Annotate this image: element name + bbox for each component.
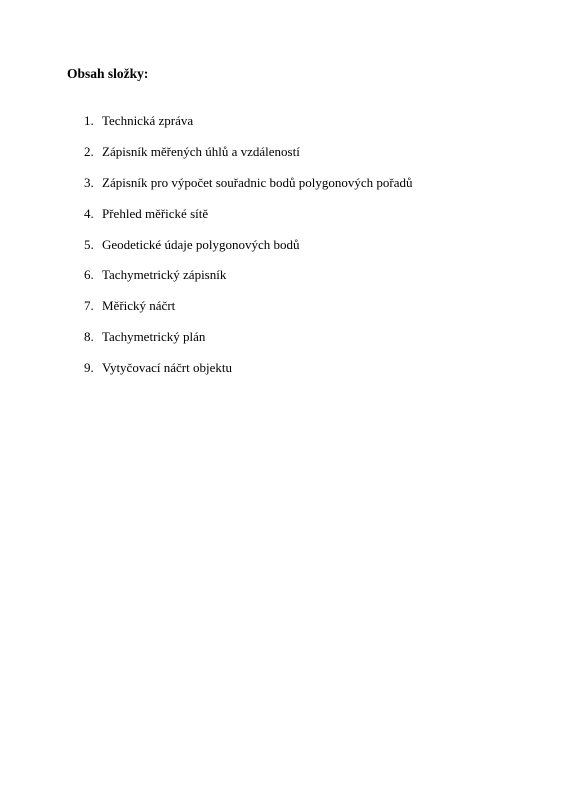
page-title: Obsah složky: — [67, 66, 149, 81]
list-item-label: Tachymetrický zápisník — [102, 267, 227, 283]
list-item-number: 5. — [84, 236, 94, 252]
list-item-label: Zápisník měřených úhlů a vzdáleností — [102, 143, 300, 159]
list-item-number: 6. — [84, 267, 94, 283]
list-item-label: Vytyčovací náčrt objektu — [102, 360, 232, 376]
list-item-number: 1. — [84, 113, 94, 128]
list-item-number: 2. — [84, 143, 94, 159]
list-item-label: Měřický náčrt — [102, 298, 176, 314]
list-item-number: 8. — [84, 329, 94, 345]
list-item-number: 7. — [84, 298, 94, 314]
list-item-number: 9. — [84, 360, 94, 376]
list-item-label: Technická zpráva — [102, 113, 194, 128]
list-item-label: Tachymetrický plán — [102, 329, 206, 345]
list-item-number: 4. — [84, 205, 94, 221]
list-item-label: Zápisník pro výpočet souřadnic bodů polygonových pořadů — [102, 174, 413, 190]
list-item-number: 3. — [84, 174, 94, 190]
list-item-label: Geodetické údaje polygonových bodů — [102, 236, 300, 252]
list-item-label: Přehled měřické sítě — [102, 205, 209, 221]
